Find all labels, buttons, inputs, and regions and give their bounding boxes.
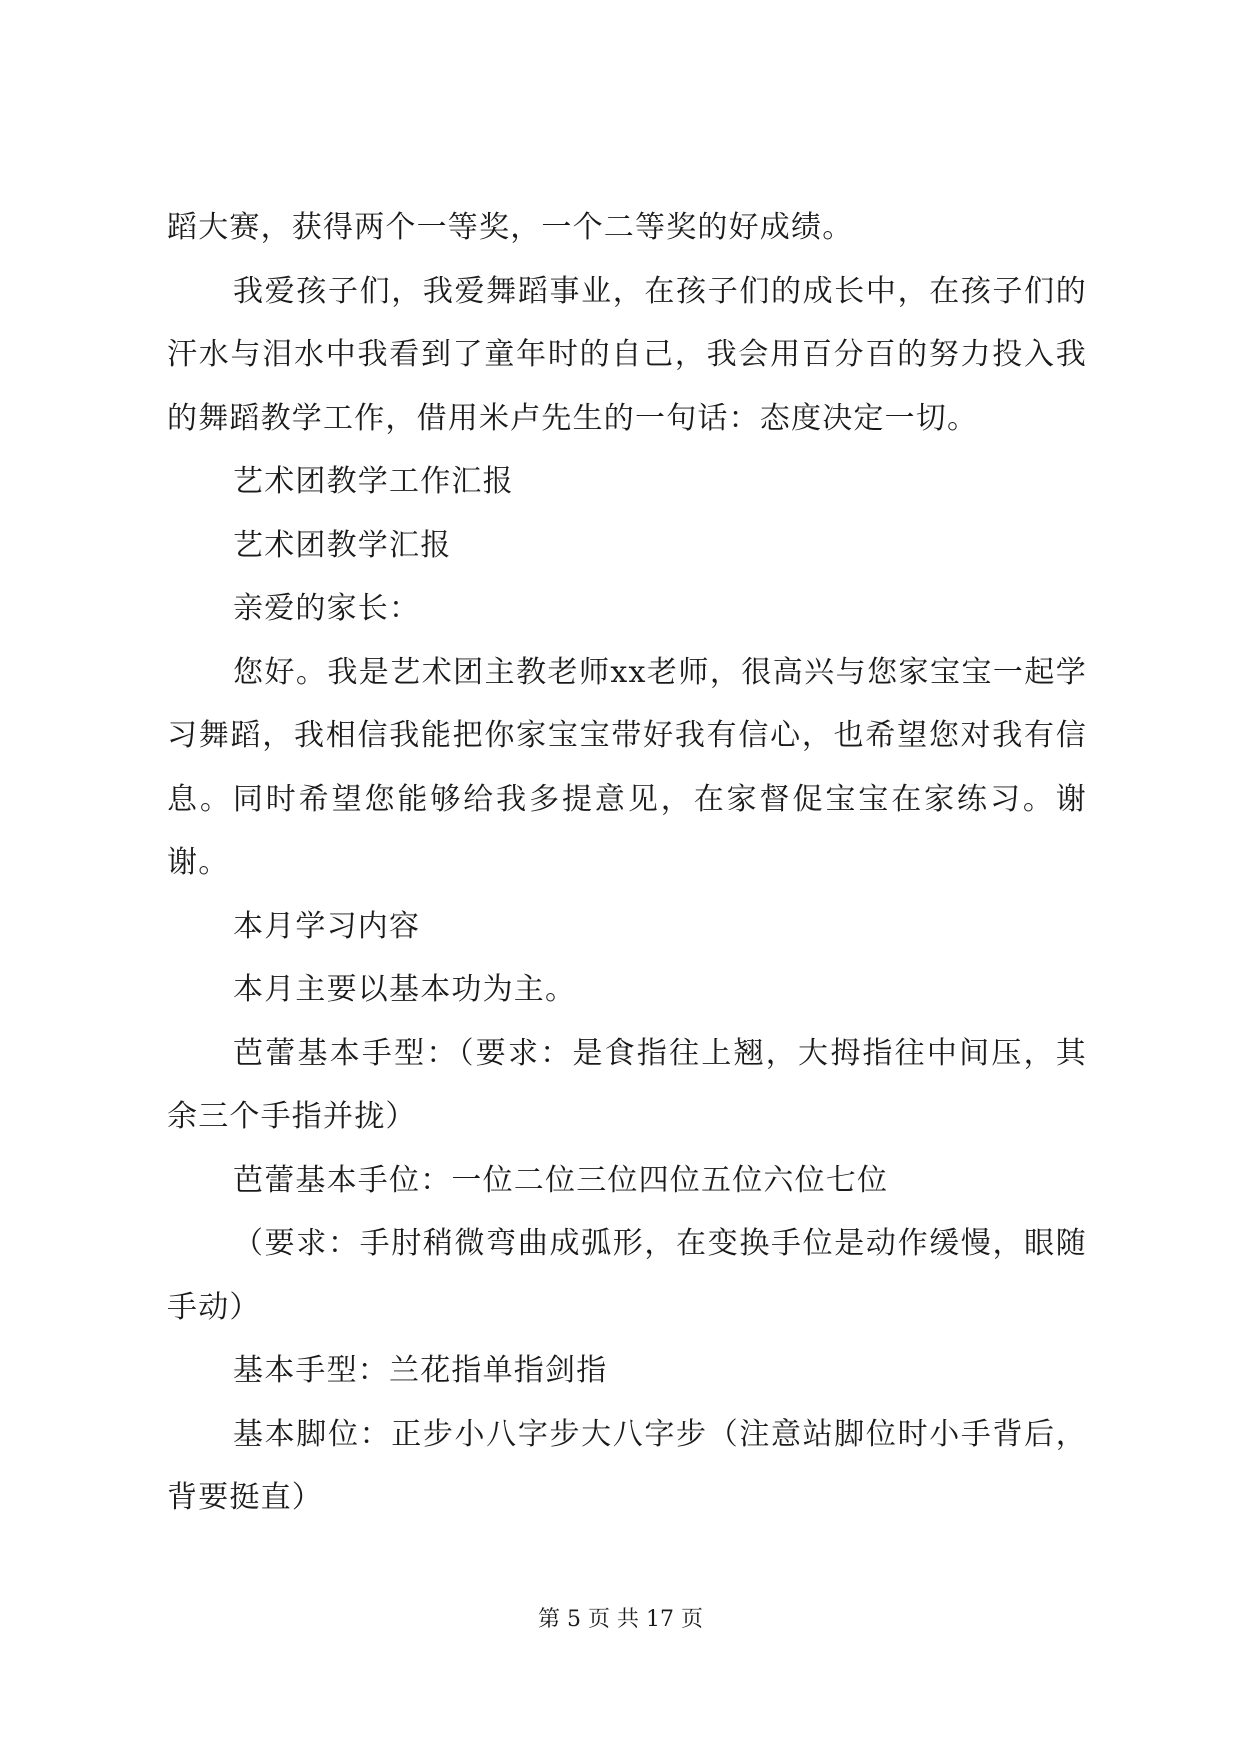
paragraph-greeting: 您好。我是艺术团主教老师xx老师，很高兴与您家宝宝一起学习舞蹈，我相信我能把你家宝宝带好我有信心，也希望您对我有信息。同时希望您能够给我多提意见，在家督促宝宝在家练习。谢谢。 [167,654,1087,880]
paragraph-basic-foot-positions: 基本脚位：正步小八字步大八字步（注意站脚位时小手背后，背要挺直） [167,1416,1087,1515]
paragraph-hand-position-requirements: （要求：手肘稍微弯曲成弧形，在变换手位是动作缓慢，眼随手动） [167,1226,1087,1325]
paragraph-monthly-focus: 本月主要以基本功为主。 [233,972,577,1007]
section-heading-work-report: 艺术团教学工作汇报 [233,464,514,499]
document-body [167,196,1087,1530]
paragraph-ballet-hand-positions: 芭蕾基本手位：一位二位三位四位五位六位七位 [233,1162,889,1198]
section-heading-monthly-content: 本月学习内容 [233,908,421,944]
paragraph-2: 我爱孩子们，我爱舞蹈事业，在孩子们的成长中，在孩子们的汗水与泪水中我看到了童年时的自己，我会用百分百的努力投入我的舞蹈教学工作，借用米卢先生的一句话：态度决定一切。 [167,273,1087,436]
paragraph-1: 蹈大赛，获得两个一等奖，一个二等奖的好成绩。 [167,210,854,245]
page-number-footer: 第 5 页 共 17 页 [538,1607,703,1632]
section-heading-teaching-report: 艺术团教学汇报 [233,527,452,563]
salutation: 亲爱的家长： [233,591,421,626]
paragraph-ballet-hand-shape: 芭蕾基本手型：（要求：是食指往上翘，大拇指往中间压，其余三个手指并拢） [167,1035,1087,1134]
paragraph-basic-hand-shapes: 基本手型：兰花指单指剑指 [233,1353,608,1388]
